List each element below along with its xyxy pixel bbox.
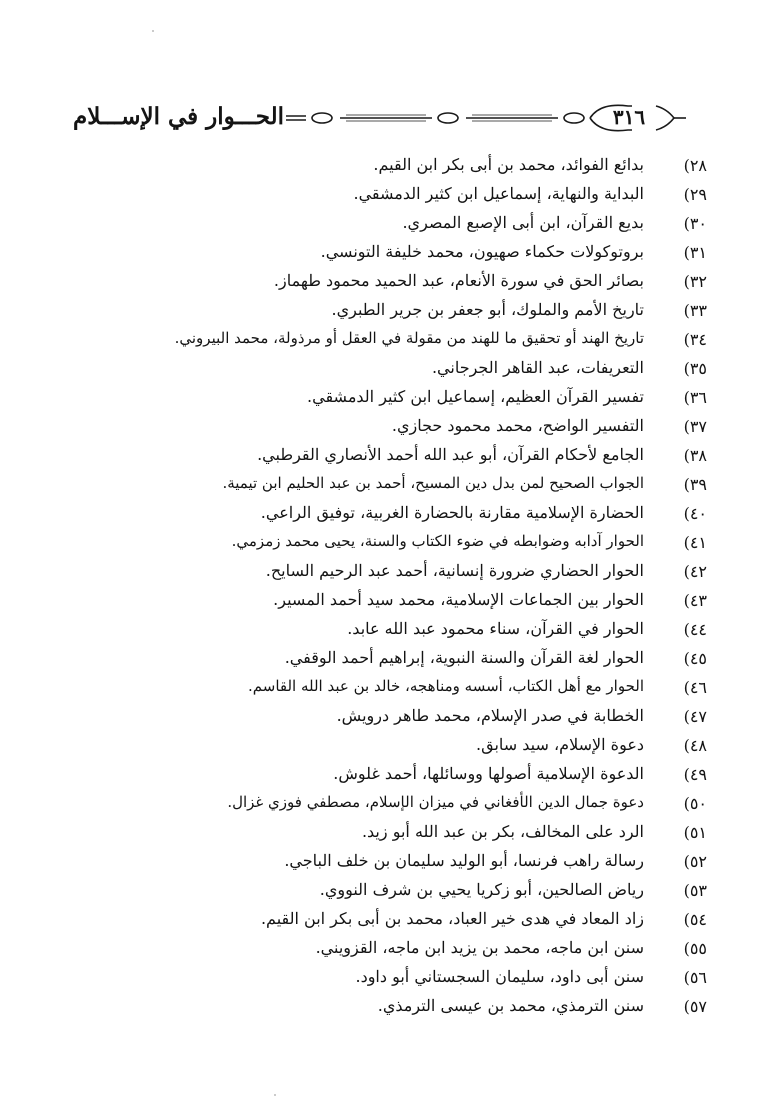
entry-text: تاريخ الهند أو تحقيق ما للهند من مقولة في العقل أو مرذولة، محمد البيروني. bbox=[174, 329, 644, 347]
entry-number: ٣٥) bbox=[683, 359, 707, 378]
running-header-title: الحـــوار في الإســـلام bbox=[73, 103, 284, 130]
entry-text: سنن أبى داود، سليمان السجستاني أبو داود. bbox=[355, 967, 644, 986]
entry-text: سنن الترمذي، محمد بن عيسى الترمذي. bbox=[377, 996, 644, 1015]
entry-number: ٥٧) bbox=[683, 997, 707, 1016]
bibliography-entry bbox=[0, 501, 757, 529]
entry-text: الحوار آدابه وضوابطه في ضوء الكتاب والسنة، يحيى محمد زمزمي. bbox=[231, 532, 644, 550]
entry-text: الحوار بين الجماعات الإسلامية، محمد سيد أحمد المسير. bbox=[273, 590, 644, 609]
entry-number: ٣٢) bbox=[683, 272, 707, 291]
bibliography-entry bbox=[0, 153, 757, 181]
scan-speck bbox=[152, 30, 154, 32]
entry-number: ٥٥) bbox=[683, 939, 707, 958]
entry-number: ٤٧) bbox=[683, 707, 707, 726]
bibliography-entry bbox=[0, 211, 757, 239]
bibliography-entry bbox=[0, 878, 757, 906]
entry-number: ٤٦) bbox=[683, 678, 707, 697]
entry-number: ٥٣) bbox=[683, 881, 707, 900]
entry-number: ٢٨) bbox=[683, 156, 707, 175]
entry-text: الحوار لغة القرآن والسنة النبوية، إبراهيم أحمد الوقفي. bbox=[284, 648, 644, 667]
entry-number: ٤٩) bbox=[683, 765, 707, 784]
bibliography-entry bbox=[0, 414, 757, 442]
entry-number: ٣٧) bbox=[683, 417, 707, 436]
entry-number: ٤٨) bbox=[683, 736, 707, 755]
entry-number: ٣١) bbox=[683, 243, 707, 262]
bibliography-entry bbox=[0, 385, 757, 413]
entry-number: ٣٩) bbox=[683, 475, 707, 494]
entry-number: ٤٤) bbox=[683, 620, 707, 639]
bibliography-entry bbox=[0, 733, 757, 761]
entry-text: الحوار في القرآن، سناء محمود عبد الله عابد. bbox=[347, 619, 644, 638]
bibliography-entry bbox=[0, 588, 757, 616]
entry-text: الحوار الحضاري ضرورة إنسانية، أحمد عبد الرحيم السايح. bbox=[265, 561, 644, 580]
entry-number: ٤٥) bbox=[683, 649, 707, 668]
entry-number: ٣٨) bbox=[683, 446, 707, 465]
entry-text: سنن ابن ماجه، محمد بن يزيد ابن ماجه، القزويني. bbox=[315, 938, 644, 957]
entry-text: دعوة الإسلام، سيد سابق. bbox=[476, 735, 644, 754]
entry-number: ٥٦) bbox=[683, 968, 707, 987]
entry-number: ٢٩) bbox=[683, 185, 707, 204]
entry-text: الجواب الصحيح لمن بدل دين المسيح، أحمد بن عبد الحليم ابن تيمية. bbox=[222, 474, 644, 492]
entry-number: ٥٢) bbox=[683, 852, 707, 871]
entry-text: دعوة جمال الدين الأفغاني في ميزان الإسلام، مصطفي فوزي غزال. bbox=[227, 793, 644, 811]
bibliography-entry bbox=[0, 646, 757, 674]
entry-text: زاد المعاد في هدى خير العباد، محمد بن أبى بكر ابن القيم. bbox=[260, 909, 644, 928]
entry-text: رسالة راهب فرنسا، أبو الوليد سليمان بن خلف الباجي. bbox=[284, 851, 644, 870]
bibliography-entry bbox=[0, 530, 757, 558]
entry-text: الدعوة الإسلامية أصولها ووسائلها، أحمد غلوش. bbox=[333, 764, 644, 783]
entry-text: رياض الصالحين، أبو زكريا يحيي بن شرف النووي. bbox=[319, 880, 644, 899]
bibliography-entry bbox=[0, 269, 757, 297]
entry-text: تاريخ الأمم والملوك، أبو جعفر بن جرير الطبري. bbox=[331, 300, 644, 319]
entry-text: البداية والنهاية، إسماعيل ابن كثير الدمشقي. bbox=[353, 184, 644, 203]
entry-number: ٤١) bbox=[683, 533, 707, 552]
bibliography-entry bbox=[0, 182, 757, 210]
entry-number: ٥٠) bbox=[683, 794, 707, 813]
bibliography-entry bbox=[0, 298, 757, 326]
bibliography-entry bbox=[0, 762, 757, 790]
entry-number: ٣٠) bbox=[683, 214, 707, 233]
bibliography-entry bbox=[0, 675, 757, 703]
bibliography-entry bbox=[0, 327, 757, 355]
bibliography-entry bbox=[0, 617, 757, 645]
scan-speck bbox=[274, 1094, 276, 1096]
bibliography-entry bbox=[0, 443, 757, 471]
bibliography-entry bbox=[0, 240, 757, 268]
bibliography-entry bbox=[0, 791, 757, 819]
bibliography-entry bbox=[0, 820, 757, 848]
entry-number: ٤٢) bbox=[683, 562, 707, 581]
entry-text: بصائر الحق في سورة الأنعام، عبد الحميد محمود طهماز. bbox=[273, 271, 644, 290]
bibliography-entry bbox=[0, 559, 757, 587]
entry-number: ٣٣) bbox=[683, 301, 707, 320]
bibliography-entry bbox=[0, 849, 757, 877]
bibliography-entry bbox=[0, 994, 757, 1022]
entry-number: ٤٠) bbox=[683, 504, 707, 523]
entry-number: ٥١) bbox=[683, 823, 707, 842]
bibliography-entry bbox=[0, 965, 757, 993]
bibliography-entry bbox=[0, 704, 757, 732]
entry-number: ٤٣) bbox=[683, 591, 707, 610]
bibliography-entry bbox=[0, 356, 757, 384]
entry-number: ٥٤) bbox=[683, 910, 707, 929]
bibliography-entry bbox=[0, 907, 757, 935]
bibliography-entry bbox=[0, 936, 757, 964]
entry-text: التعريفات، عبد القاهر الجرجاني. bbox=[431, 358, 644, 377]
entry-number: ٣٤) bbox=[683, 330, 707, 349]
entry-text: تفسير القرآن العظيم، إسماعيل ابن كثير الدمشقي. bbox=[307, 387, 644, 406]
entry-text: التفسير الواضح، محمد محمود حجازي. bbox=[391, 416, 644, 435]
entry-text: الخطابة في صدر الإسلام، محمد طاهر درويش. bbox=[336, 706, 644, 725]
entry-number: ٣٦) bbox=[683, 388, 707, 407]
entry-text: الجامع لأحكام القرآن، أبو عبد الله أحمد الأنصاري القرطبي. bbox=[257, 445, 644, 464]
entry-text: الرد على المخالف، بكر بن عبد الله أبو زيد. bbox=[361, 822, 644, 841]
entry-text: بديع القرآن، ابن أبى الإصبع المصري. bbox=[402, 213, 644, 232]
bibliography-entry bbox=[0, 472, 757, 500]
entry-text: بدائع الفوائد، محمد بن أبى بكر ابن القيم. bbox=[373, 155, 644, 174]
entry-text: الحوار مع أهل الكتاب، أسسه ومناهجه، خالد بن عبد الله القاسم. bbox=[248, 677, 644, 695]
entry-text: الحضارة الإسلامية مقارنة بالحضارة الغربية، توفيق الراعي. bbox=[260, 503, 644, 522]
entry-text: بروتوكولات حكماء صهيون، محمد خليفة التونسي. bbox=[320, 242, 644, 261]
page-number: ٣١٦ bbox=[612, 105, 646, 129]
